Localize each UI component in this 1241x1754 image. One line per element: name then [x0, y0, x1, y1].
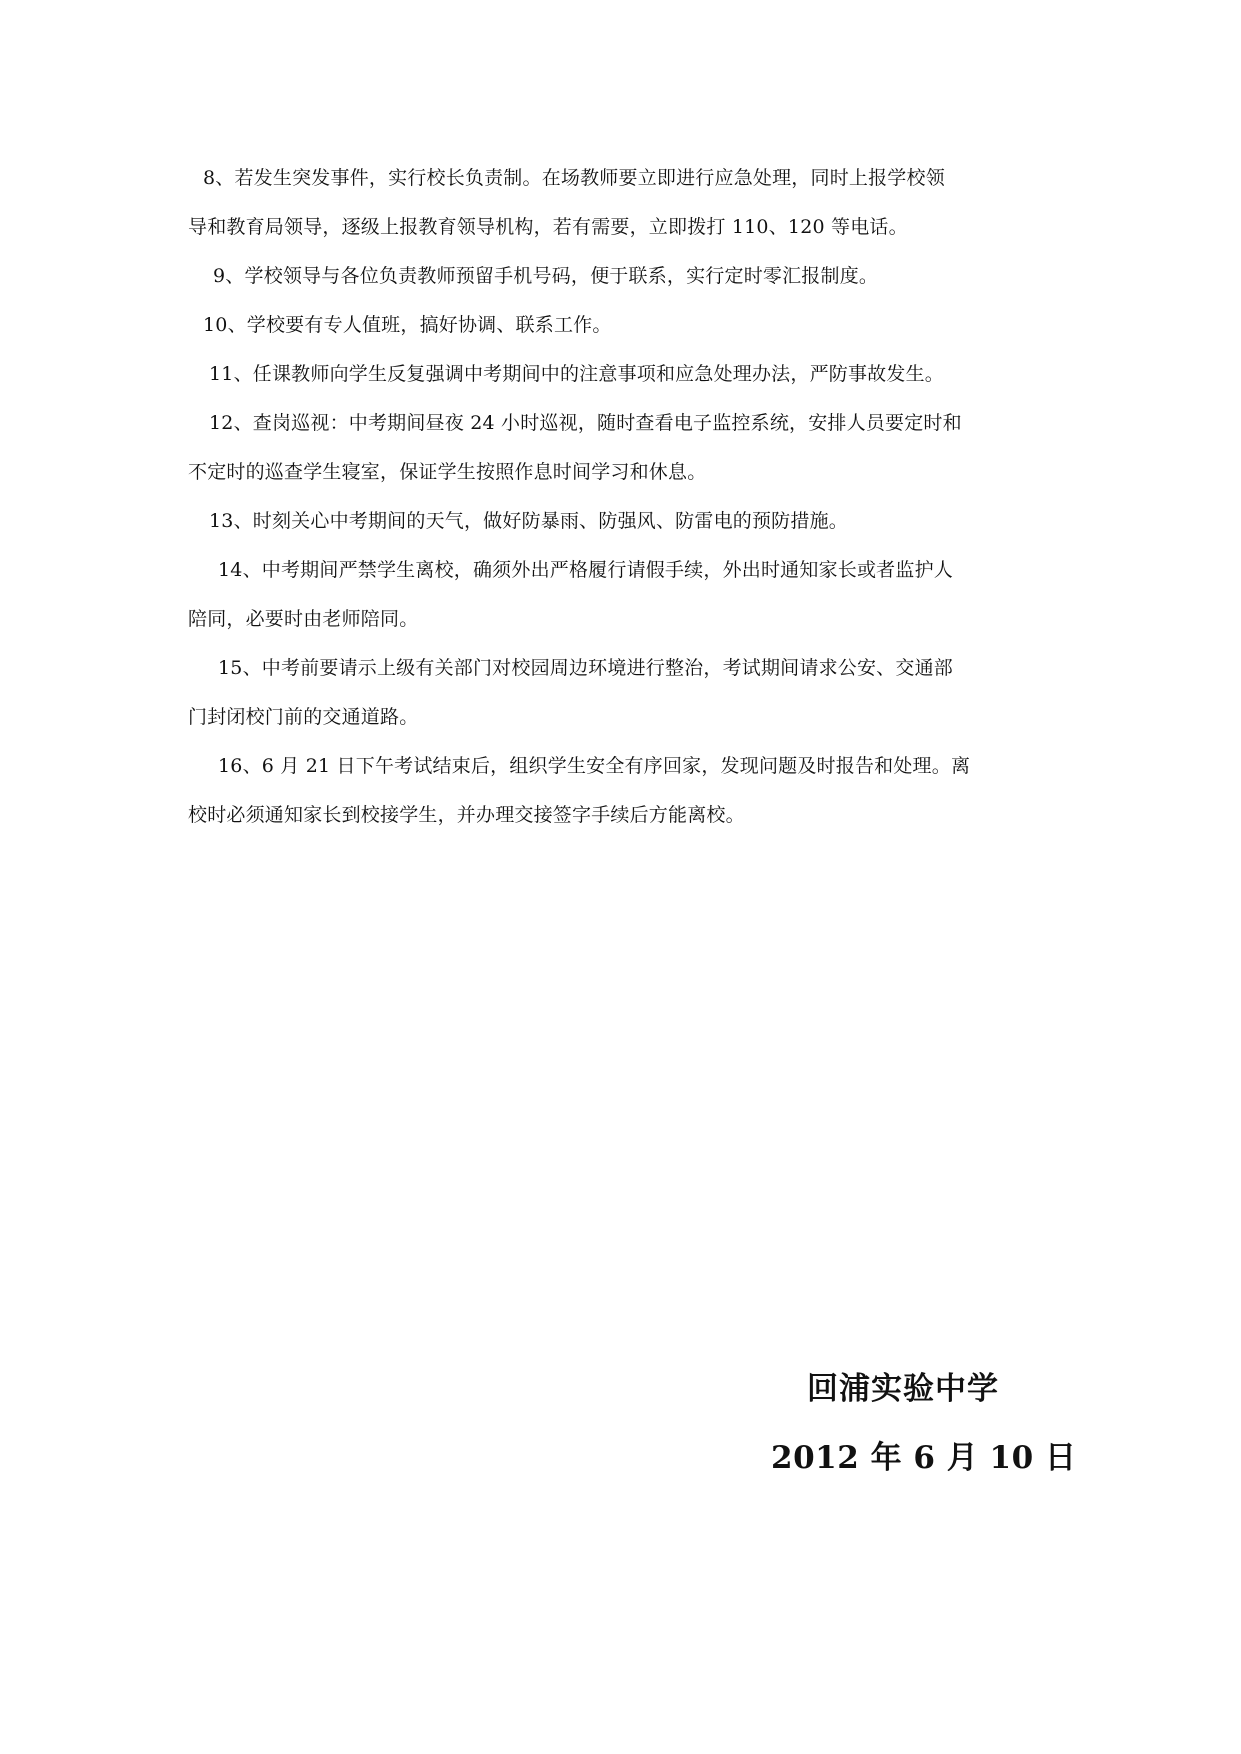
item-14-line-1: 14、中考期间严禁学生离校，确须外出严格履行请假手续，外出时通知家长或者监护人 [218, 559, 953, 581]
signature-date: 2012 年 6 月 10 日 [771, 1440, 1077, 1476]
item-8-line-1: 8、若发生突发事件，实行校长负责制。在场教师要立即进行应急处理，同时上报学校领 [203, 167, 945, 189]
signature-school-name: 回浦实验中学 [807, 1371, 999, 1407]
item-16-line-1: 16、6 月 21 日下午考试结束后，组织学生安全有序回家，发现问题及时报告和处理。离 [218, 755, 971, 777]
item-12-line-1: 12、查岗巡视：中考期间昼夜 24 小时巡视，随时查看电子监控系统，安排人员要定时和 [209, 412, 962, 434]
item-11-line-1: 11、任课教师向学生反复强调中考期间中的注意事项和应急处理办法，严防事故发生。 [209, 363, 944, 385]
item-9-line-1: 9、学校领导与各位负责教师预留手机号码，便于联系，实行定时零汇报制度。 [213, 265, 879, 287]
item-15-line-1: 15、中考前要请示上级有关部门对校园周边环境进行整治，考试期间请求公安、交通部 [218, 657, 953, 679]
item-8-line-2: 导和教育局领导，逐级上报教育领导机构，若有需要，立即拨打 110、120 等电话。 [188, 216, 908, 238]
item-15-line-2: 门封闭校门前的交通道路。 [188, 706, 419, 728]
item-12-line-2: 不定时的巡查学生寝室，保证学生按照作息时间学习和休息。 [188, 461, 707, 483]
item-10-line-1: 10、学校要有专人值班，搞好协调、联系工作。 [203, 314, 612, 336]
item-16-line-2: 校时必须通知家长到校接学生，并办理交接签字手续后方能离校。 [188, 804, 745, 826]
item-13-line-1: 13、时刻关心中考期间的天气，做好防暴雨、防强风、防雷电的预防措施。 [209, 510, 848, 532]
item-14-line-2: 陪同，必要时由老师陪同。 [188, 608, 419, 630]
